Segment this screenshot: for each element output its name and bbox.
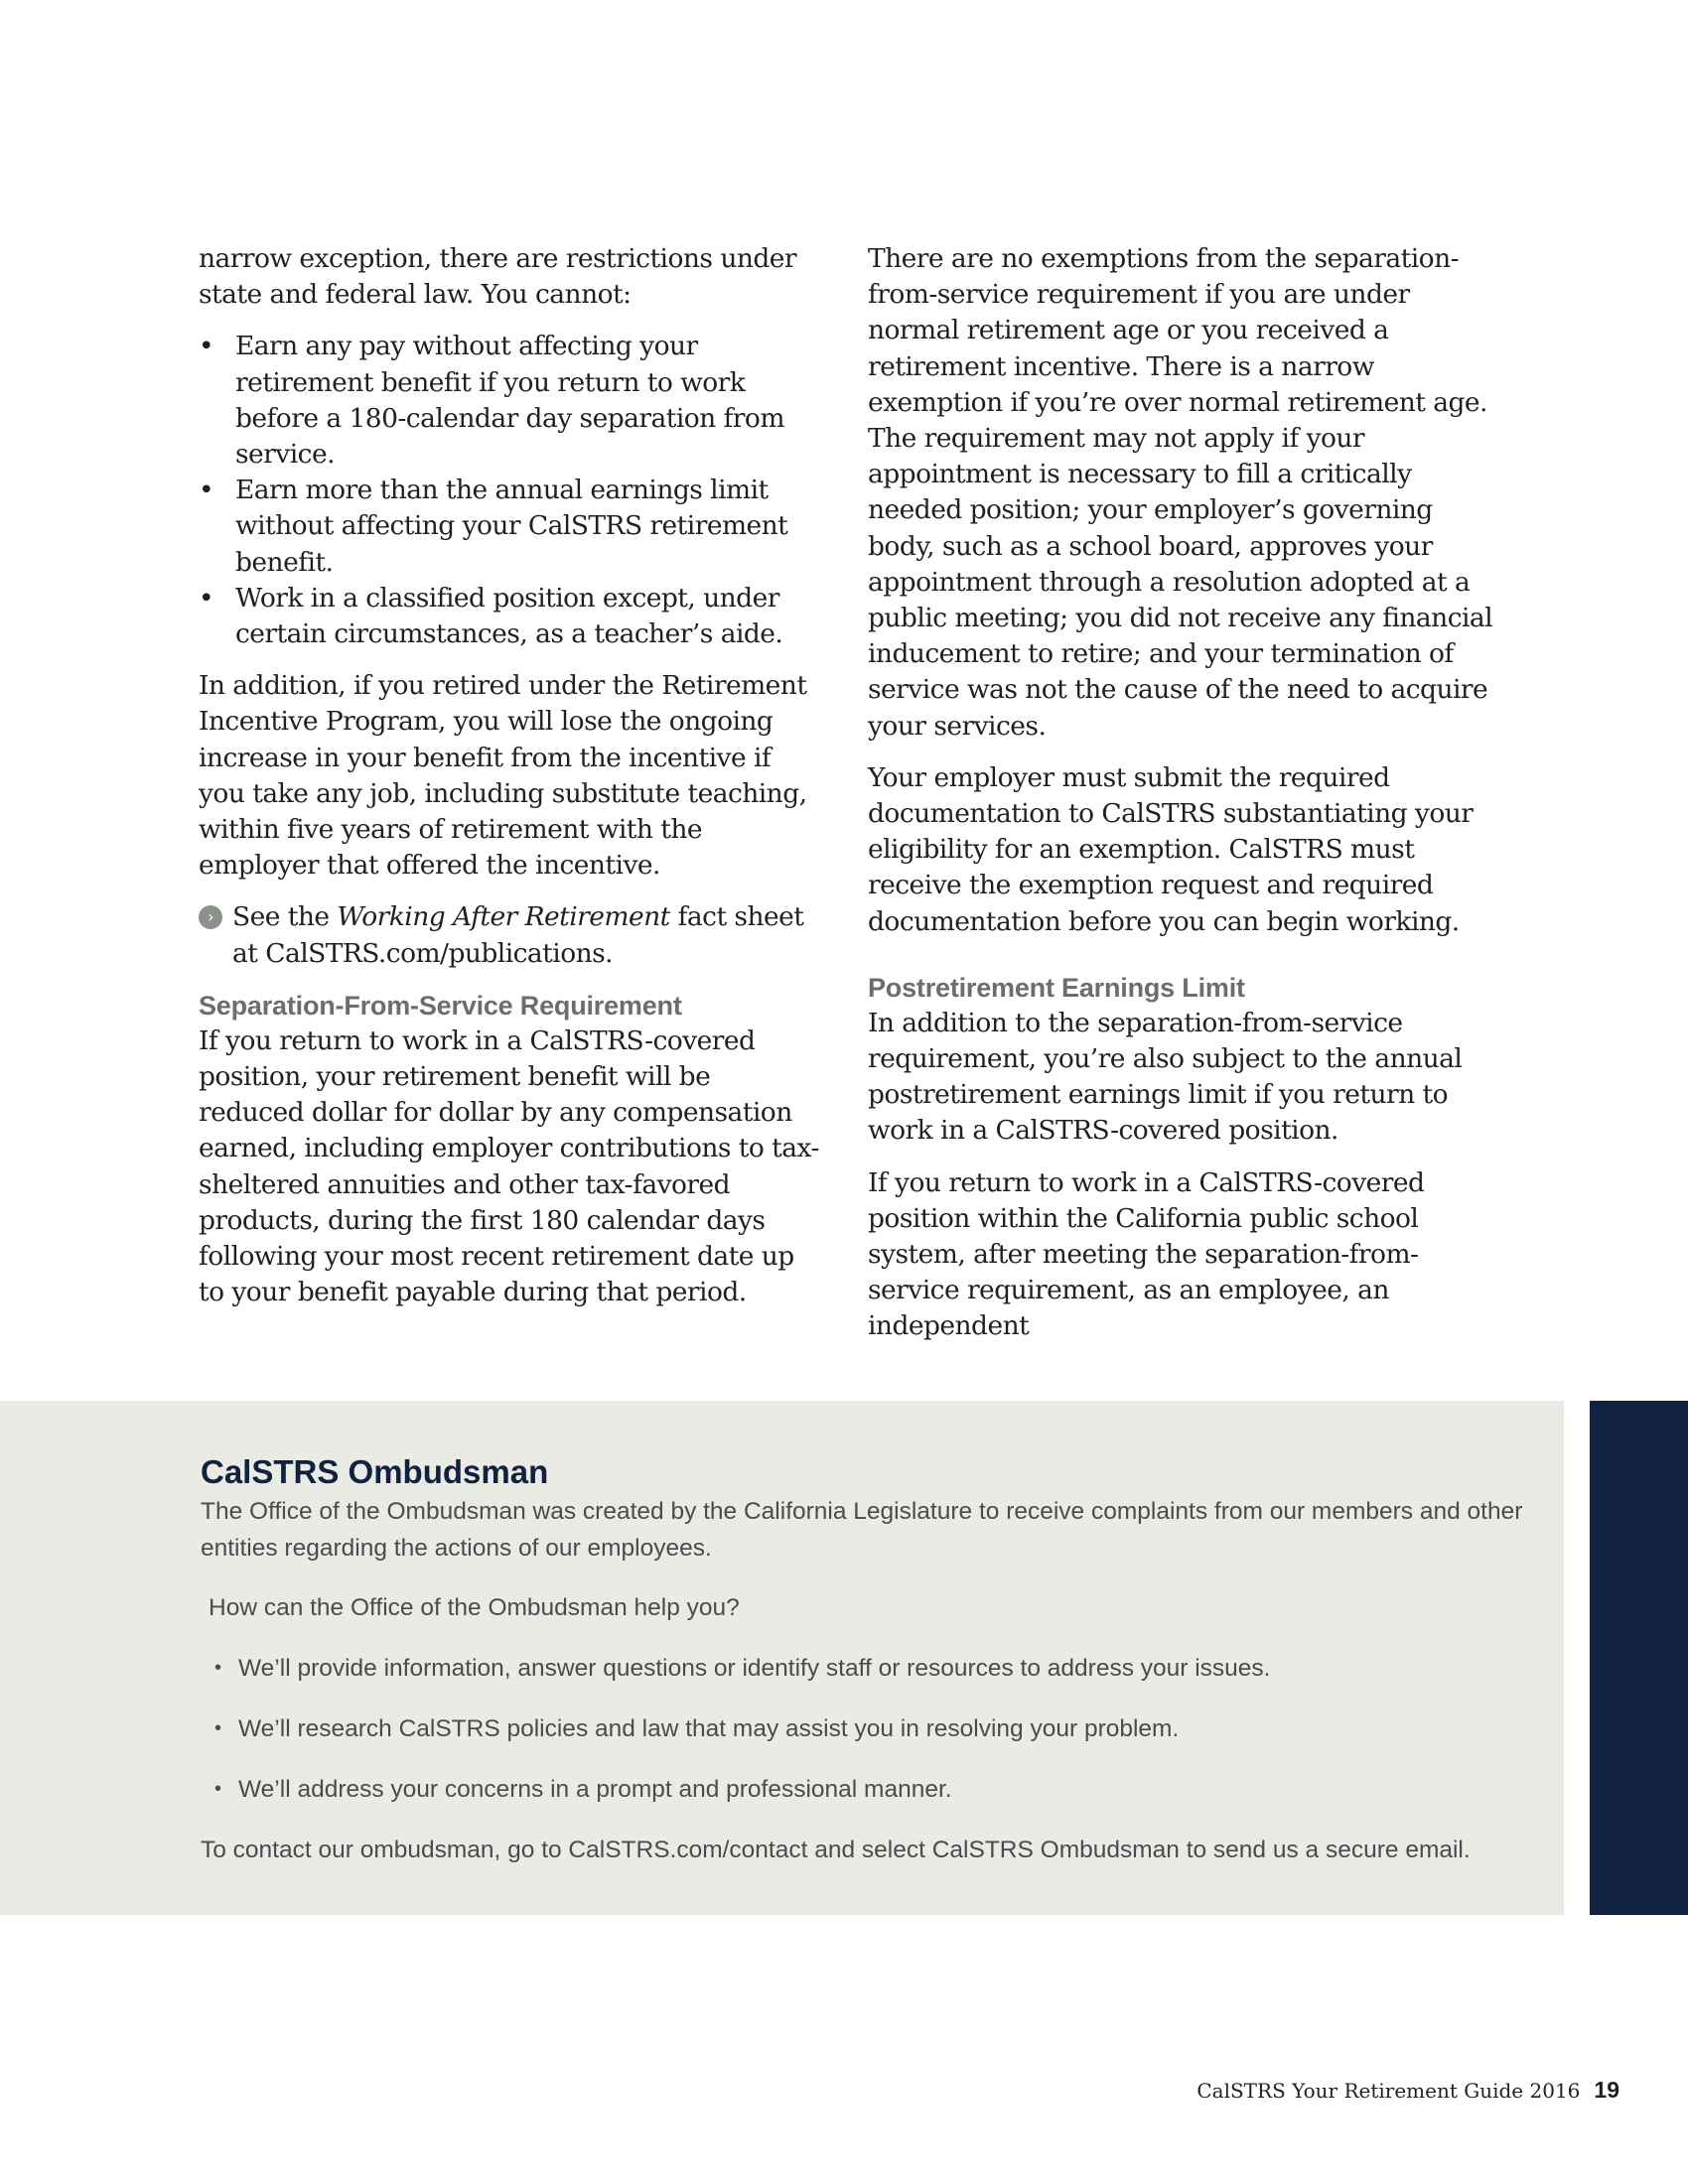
- right-column: [868, 241, 1503, 1361]
- bullet-icon: •: [214, 1717, 222, 1739]
- bullet-icon: •: [199, 475, 214, 506]
- fact-sheet-reference: › See the Working After Retirement fact sheet at CalSTRS.com/publications.: [199, 899, 819, 971]
- ombudsman-contact: To contact our ombudsman, go to CalSTRS.com/contact and select CalSTRS Ombudsman to send us a secure email.: [201, 1837, 1471, 1863]
- list-item: • We’ll research CalSTRS policies and law that may assist you in resolving your problem.: [201, 1710, 1531, 1747]
- arrow-right-circle-icon: ›: [199, 905, 222, 929]
- earnings-limit-body: In addition to the separation-from-service requirement, you’re also subject to the annual postretirement earnings limit if you return to work in a CalSTRS-covered position.: [868, 1007, 1463, 1147]
- page-number: 19: [1594, 2077, 1619, 2103]
- bullet-icon: •: [214, 1657, 222, 1679]
- separation-heading: Separation-From-Service Requirement: [199, 990, 682, 1021]
- ombudsman-title: CalSTRS Ombudsman: [201, 1453, 549, 1490]
- list-item: • We’ll provide information, answer questions or identify staff or resources to address your issues.: [201, 1650, 1531, 1687]
- bullet-icon: •: [214, 1778, 222, 1800]
- earnings-limit-heading: Postretirement Earnings Limit: [868, 972, 1245, 1003]
- list-item: • Work in a classified position except, under certain circumstances, as a teacher’s aide.: [199, 582, 783, 650]
- ombudsman-content: [201, 1451, 1531, 1868]
- bullet-icon: •: [199, 582, 214, 614]
- list-item: • Earn more than the annual earnings limit without affecting your CalSTRS retirement benefit.: [199, 475, 788, 578]
- page-footer: [1196, 2077, 1619, 2104]
- ombudsman-help-list: [201, 1650, 1531, 1808]
- incentive-paragraph: In addition, if you retired under the Retirement Incentive Program, you will lose the ongoing increase in your benefit from the incentive if you take any job, including substitute teaching, within five years of retirement with the employer that offered the incentive.: [199, 670, 807, 882]
- list-item: • We’ll address your concerns in a prompt and professional manner.: [201, 1771, 1531, 1808]
- separation-body: If you return to work in a CalSTRS-covered position, your retirement benefit will be reduced dollar for dollar by any compensation earned, including employer contributions to tax-sheltered annuities and other tax-favored products, during the first 180 calendar days following your most recent retirement date up to your benefit payable during that period.: [199, 1024, 819, 1308]
- public-school-paragraph: If you return to work in a CalSTRS-covered position within the California public school system, after meeting the separation-from-service requirement, as an employee, an independent: [868, 1166, 1425, 1342]
- bullet-icon: •: [199, 331, 214, 362]
- exemptions-paragraph: There are no exemptions from the separation-from-service requirement if you are under normal retirement age or you received a retirement incentive. There is a narrow exemption if you’re over normal retirement age. The requirement may not apply if your appointment is necessary to fill a critically needed position; your employer’s governing body, such as a school board, approves your appointment through a resolution adopted at a public meeting; you did not receive any financial inducement to retire; and your termination of service was not the cause of the need to acquire your services.: [868, 243, 1493, 742]
- list-item: • Earn any pay without affecting your retirement benefit if you return to work before a 180-calendar day separation from service.: [199, 331, 784, 471]
- left-intro: narrow exception, there are restrictions under state and federal law. You cannot:: [199, 243, 797, 311]
- restrictions-list: [199, 329, 819, 652]
- left-column: [199, 241, 819, 1326]
- guide-title: CalSTRS Your Retirement Guide 2016: [1196, 2079, 1581, 2103]
- ombudsman-question: How can the Office of the Ombudsman help you?: [209, 1594, 740, 1621]
- fact-sheet-title: Working After Retirement: [337, 901, 670, 933]
- documentation-paragraph: Your employer must submit the required documentation to CalSTRS substantiating your eligibility for an exemption. CalSTRS must receive the exemption request and required documentation before you can begin working.: [868, 761, 1474, 937]
- section-tab-bar: [1590, 1401, 1688, 1915]
- ombudsman-intro: The Office of the Ombudsman was created by the California Legislature to receive complaints from our members and other entities regarding the actions of our employees.: [201, 1498, 1523, 1562]
